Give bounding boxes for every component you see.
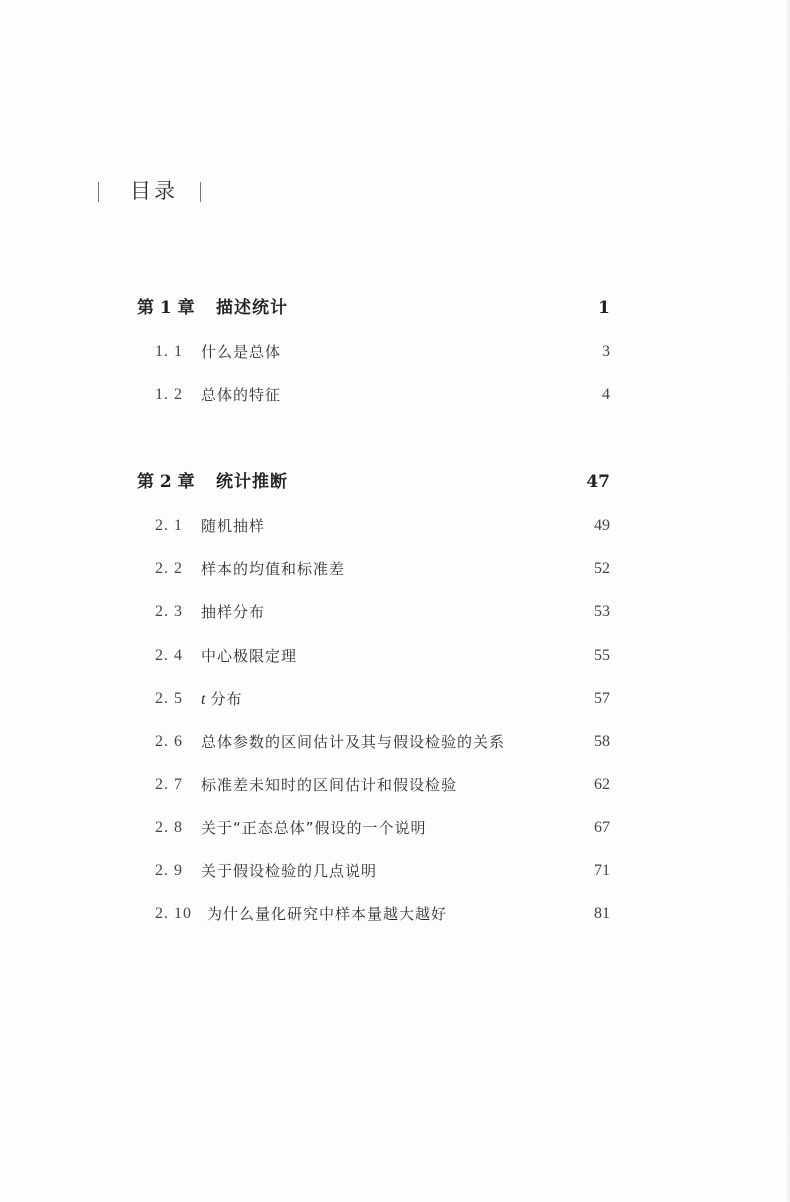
section-title: 为什么量化研究中样本量越大越好 bbox=[207, 905, 448, 923]
section-page-number: 57 bbox=[594, 690, 610, 707]
section-title: 总体参数的区间估计及其与假设检验的关系 bbox=[201, 733, 506, 751]
section-page-number: 71 bbox=[594, 862, 610, 879]
section-title: 总体的特征 bbox=[201, 386, 282, 404]
toc-section-2-5[interactable] bbox=[0, 686, 790, 712]
section-number: 2. 7 bbox=[155, 776, 183, 793]
heading-right-bar bbox=[200, 182, 201, 202]
section-page-number: 58 bbox=[594, 733, 610, 750]
toc-heading-text: 目录 bbox=[130, 179, 178, 203]
section-number: 2. 5 bbox=[155, 690, 183, 707]
toc-section-2-4[interactable] bbox=[0, 643, 790, 669]
toc-chapter-1[interactable] bbox=[0, 295, 790, 321]
toc-heading bbox=[98, 176, 218, 206]
section-number: 2. 6 bbox=[155, 733, 183, 750]
section-title bbox=[201, 686, 242, 713]
section-number: 2. 9 bbox=[155, 862, 183, 879]
toc-section-2-7[interactable] bbox=[0, 772, 790, 798]
toc-chapter-2[interactable] bbox=[0, 469, 790, 495]
italic-t-symbol: t bbox=[201, 691, 207, 708]
section-number: 2. 8 bbox=[155, 819, 183, 836]
chapter-page-number: 1 bbox=[598, 298, 610, 318]
section-page-number: 67 bbox=[594, 819, 610, 836]
toc-section-1-2[interactable] bbox=[0, 382, 790, 408]
section-page-number: 55 bbox=[594, 647, 610, 664]
toc-section-2-10[interactable] bbox=[0, 901, 790, 927]
section-page-number: 4 bbox=[602, 386, 610, 403]
heading-left-bar bbox=[98, 182, 99, 202]
section-title: 标准差未知时的区间估计和假设检验 bbox=[201, 776, 458, 794]
section-number: 2. 3 bbox=[155, 603, 183, 620]
section-title: 随机抽样 bbox=[201, 517, 266, 535]
section-page-number: 81 bbox=[594, 905, 610, 922]
chapter-page-number: 47 bbox=[586, 472, 610, 492]
chapter-title: 统计推断 bbox=[216, 472, 288, 492]
section-title: 样本的均值和标准差 bbox=[201, 560, 346, 578]
toc-section-1-1[interactable] bbox=[0, 339, 790, 365]
toc-section-2-2[interactable] bbox=[0, 556, 790, 582]
toc-section-2-6[interactable] bbox=[0, 729, 790, 755]
section-number: 1. 1 bbox=[155, 343, 183, 360]
section-page-number: 62 bbox=[594, 776, 610, 793]
section-page-number: 52 bbox=[594, 560, 610, 577]
chapter-title: 描述统计 bbox=[216, 298, 288, 318]
section-number: 2. 10 bbox=[155, 905, 192, 922]
section-title: 关于假设检验的几点说明 bbox=[201, 862, 378, 880]
toc-section-2-9[interactable] bbox=[0, 858, 790, 884]
section-number: 2. 1 bbox=[155, 517, 183, 534]
section-title: 关于“正态总体”假设的一个说明 bbox=[201, 819, 427, 837]
section-number: 2. 2 bbox=[155, 560, 183, 577]
section-number: 2. 4 bbox=[155, 647, 183, 664]
section-title: 抽样分布 bbox=[201, 603, 266, 621]
toc-section-2-1[interactable] bbox=[0, 513, 790, 539]
section-page-number: 3 bbox=[602, 343, 610, 360]
chapter-number: 第 1 章 bbox=[137, 298, 195, 318]
section-page-number: 49 bbox=[594, 517, 610, 534]
chapter-number: 第 2 章 bbox=[137, 472, 195, 492]
section-title-text: 分布 bbox=[210, 690, 243, 708]
section-number: 1. 2 bbox=[155, 386, 183, 403]
section-page-number: 53 bbox=[594, 603, 610, 620]
section-title: 中心极限定理 bbox=[201, 647, 298, 665]
section-title: 什么是总体 bbox=[201, 343, 282, 361]
toc-section-2-8[interactable] bbox=[0, 815, 790, 841]
toc-section-2-3[interactable] bbox=[0, 599, 790, 625]
